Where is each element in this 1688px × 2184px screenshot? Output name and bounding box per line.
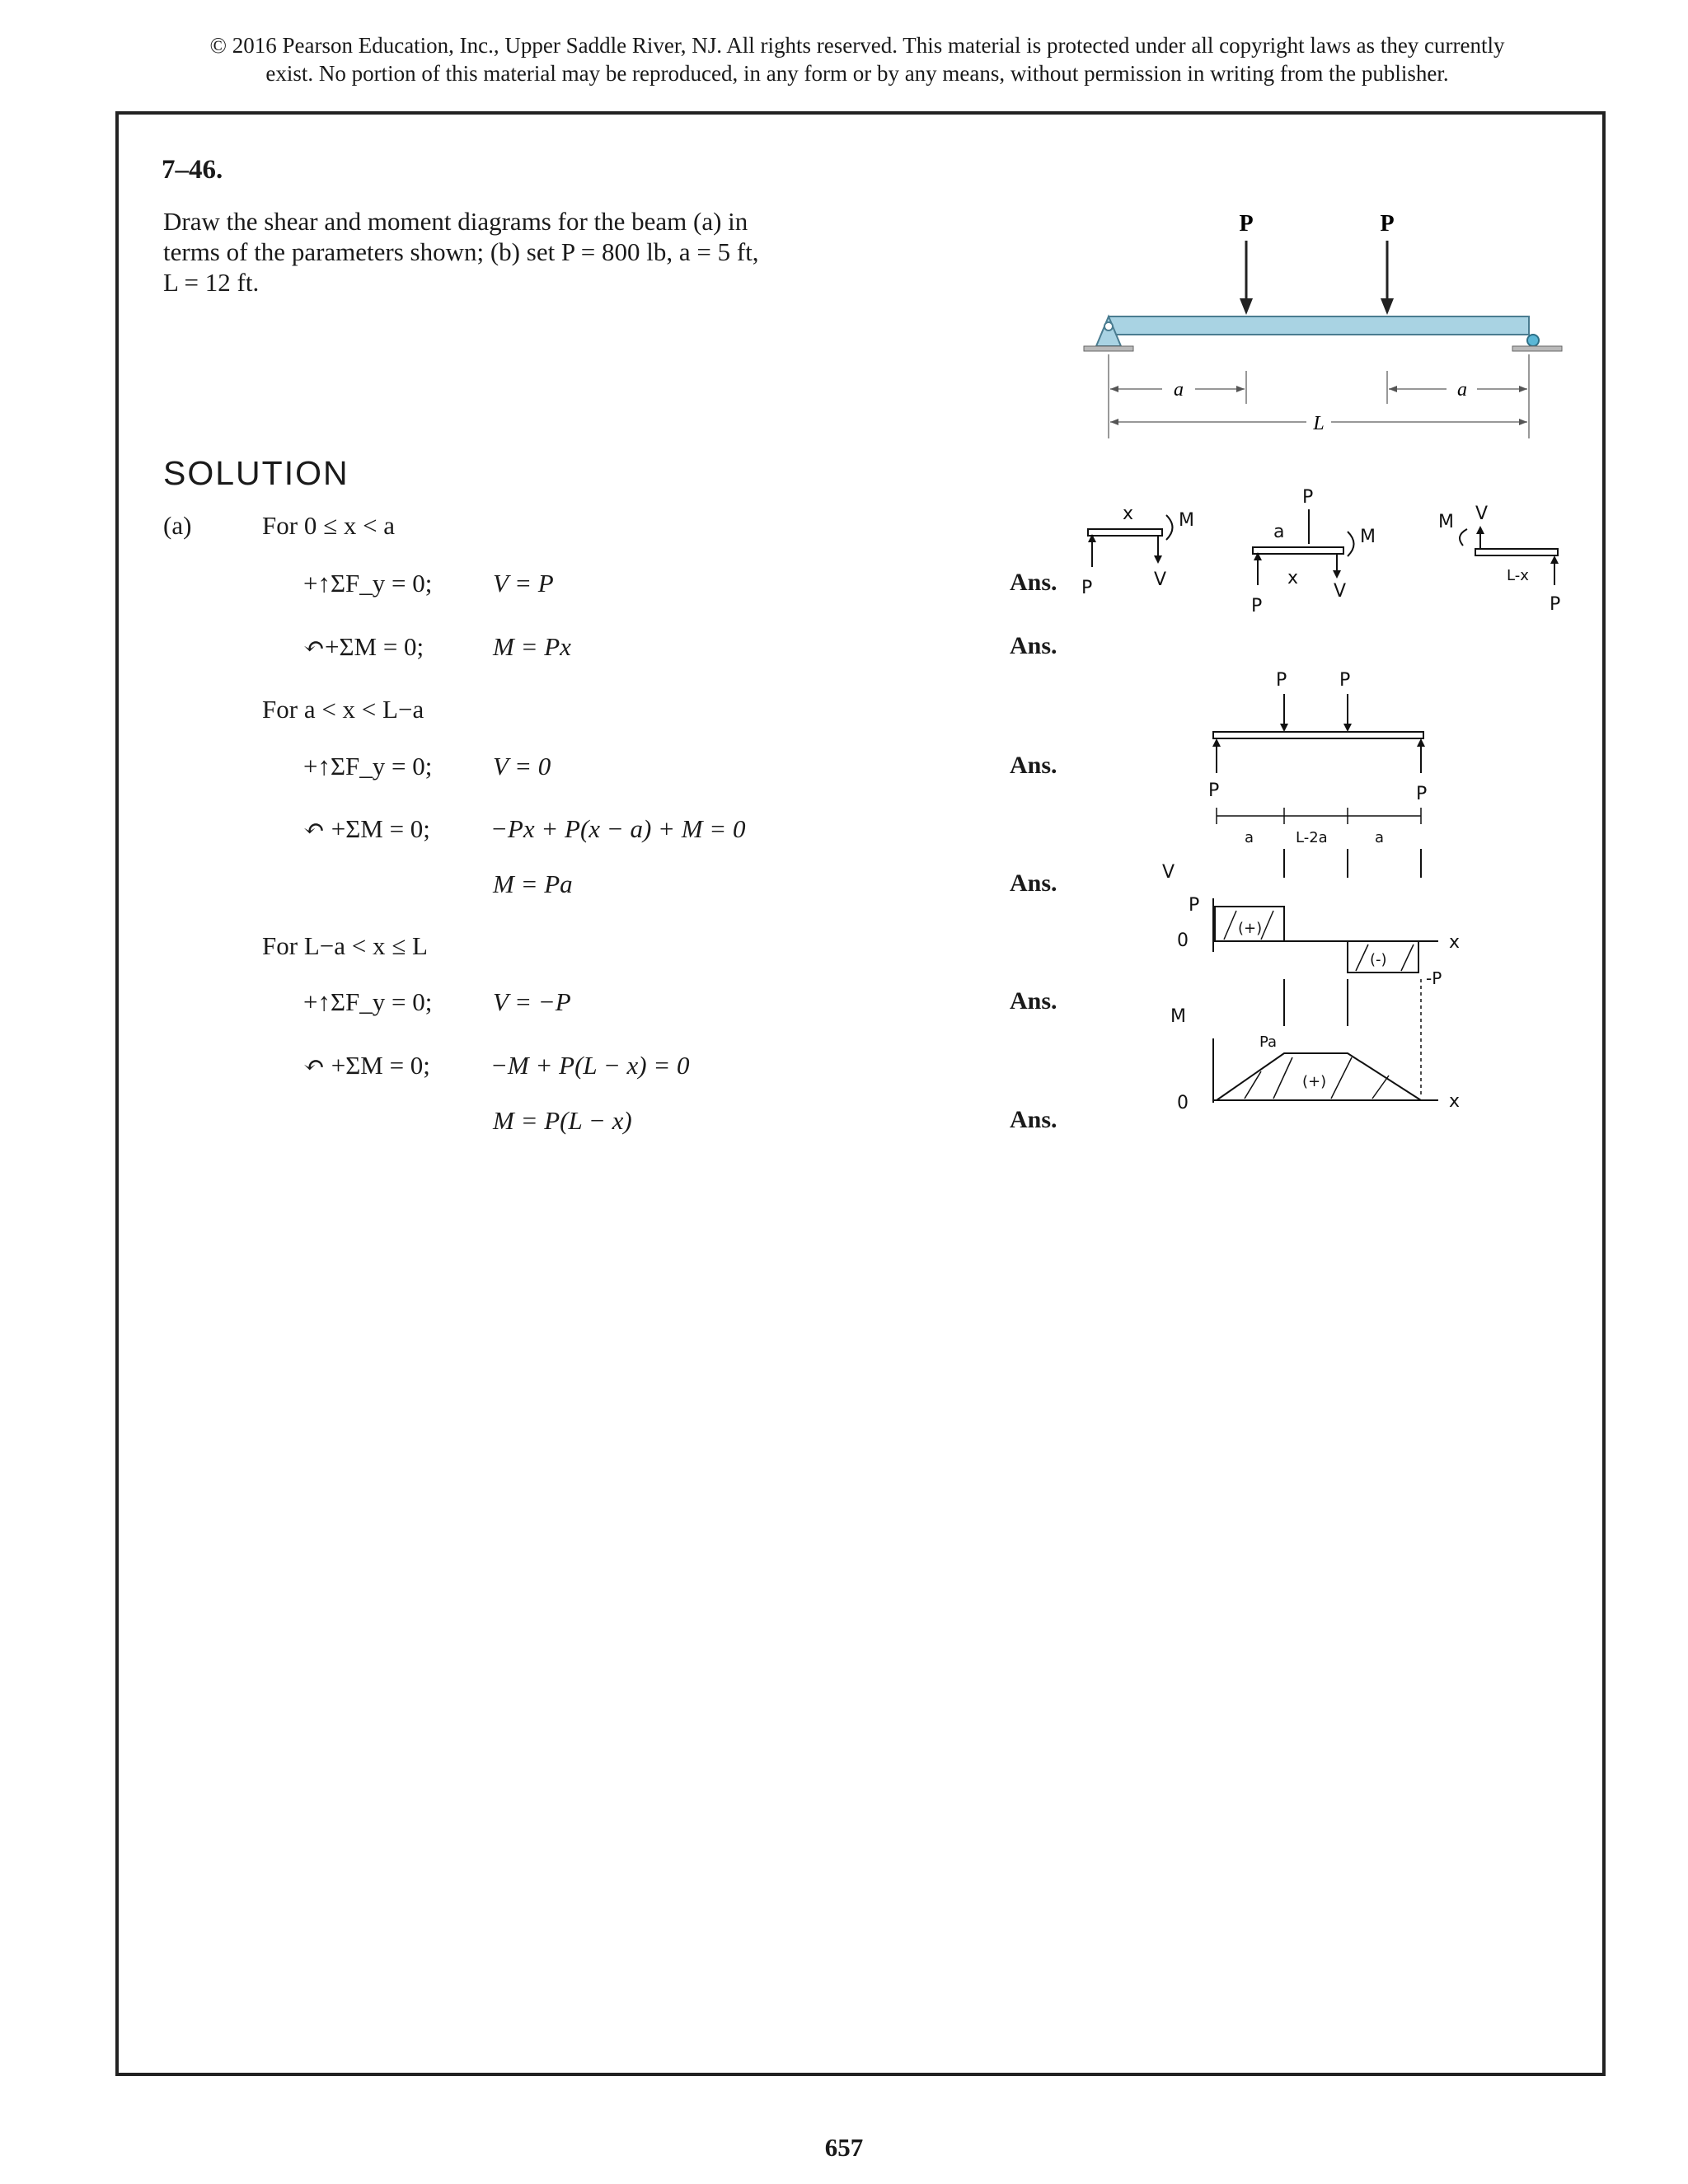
region1-eq2-left: ↶+ΣM = 0;: [303, 632, 424, 661]
fbd2-v-label: V: [1334, 581, 1347, 602]
beam-a2-label: a: [1375, 829, 1385, 846]
region3-eq1-right: V = −P: [493, 987, 571, 1016]
dim-a-right: a: [1457, 379, 1467, 401]
fbd2-p-label: P: [1251, 596, 1263, 616]
roller-base: [1512, 346, 1562, 351]
dim-a-left: a: [1174, 379, 1184, 401]
load-label-2: P: [1380, 211, 1395, 237]
load-arrowhead-1: [1240, 298, 1253, 315]
answer-label: Ans.: [1010, 632, 1057, 659]
statement-line-2: terms of the parameters shown; (b) set P = 800 lb, a = 5 ft,: [163, 237, 759, 266]
statement-line-3: L = 12 ft.: [163, 268, 260, 297]
shear-zero-label: 0: [1177, 930, 1189, 951]
copyright-notice: [115, 31, 1599, 87]
beam-figure: [1071, 206, 1582, 445]
shear-minus-label: (-): [1370, 951, 1387, 968]
moment-pa-label: Pa: [1259, 1033, 1278, 1051]
copyright-line-1: © 2016 Pearson Education, Inc., Upper Saddle River, NJ. All rights reserved. This material is protected under all copyright laws as they currently: [209, 33, 1505, 58]
fbd2-m-label: M: [1360, 527, 1376, 547]
moment-zero-label: 0: [1177, 1093, 1189, 1113]
region2-heading: For a < x < L−a: [262, 695, 424, 724]
roller-icon: [1527, 335, 1539, 346]
beam-r2-label: P: [1416, 784, 1428, 804]
region1-heading: For 0 ≤ x < a: [262, 511, 396, 540]
region3-eq2-left: ↶ +ΣM = 0;: [303, 1051, 430, 1080]
fbd3-lx-label: L-x: [1507, 567, 1529, 584]
shear-x-label: x: [1449, 932, 1461, 953]
region3-eq2-right: −M + P(L − x) = 0: [490, 1051, 690, 1080]
answer-label: Ans.: [1010, 569, 1057, 596]
region2-eq2-left: ↶ +ΣM = 0;: [303, 814, 430, 843]
problem-number: 7–46.: [162, 155, 223, 185]
fbd-right-segment: [1438, 504, 1560, 615]
answer-label: Ans.: [1010, 752, 1057, 779]
fbd-left-segment: [1081, 504, 1194, 598]
region2-eq1-left: +↑ΣF_y = 0;: [303, 752, 433, 780]
fbd3-p-label: P: [1550, 594, 1561, 615]
beam-body: [1109, 316, 1529, 335]
copyright-line-2: exist. No portion of this material may be reproduced, in any form or by any means, without permission in writing from the publisher.: [265, 61, 1449, 86]
region2-eq2-right: −Px + P(x − a) + M = 0: [490, 814, 746, 843]
shear-axis-label: V: [1162, 862, 1175, 883]
fbd2-x-label: x: [1287, 568, 1299, 588]
dim-L: L: [1313, 413, 1325, 434]
answer-label: Ans.: [1010, 1106, 1057, 1133]
shear-plus-label: (+): [1238, 920, 1263, 937]
fbd3-v-label: V: [1475, 504, 1489, 524]
region3-eq3-right: M = P(L − x): [493, 1106, 632, 1135]
fbd2-a-label: a: [1273, 522, 1285, 542]
region1-eq2-right: M = Px: [493, 632, 571, 661]
region2-eq1-right: V = 0: [493, 752, 551, 780]
shear-neg-p-label: -P: [1426, 968, 1442, 988]
shear-p-label: P: [1189, 895, 1200, 916]
solution-heading: SOLUTION: [163, 454, 349, 492]
beam-r1-label: P: [1208, 780, 1220, 801]
statement-line-1: Draw the shear and moment diagrams for the beam (a) in: [163, 207, 748, 236]
beam-mid-label: L-2a: [1296, 829, 1328, 846]
free-body-sketches: [1063, 478, 1591, 643]
fbd2-p-top-label: P: [1302, 487, 1314, 508]
beam-p1-label: P: [1276, 670, 1287, 691]
fbd1-x-label: x: [1123, 504, 1134, 524]
page-number: 657: [824, 2133, 864, 2162]
fbd1-p-label: P: [1081, 578, 1093, 598]
load-arrowhead-2: [1381, 298, 1394, 315]
region3-heading: For L−a < x ≤ L: [262, 931, 428, 960]
fbd3-m-label: M: [1438, 512, 1454, 532]
problem-statement: [163, 206, 823, 298]
moment-axis-label: M: [1170, 1006, 1186, 1027]
region1-eq1-left: +↑ΣF_y = 0;: [303, 569, 433, 598]
part-label: (a): [163, 511, 192, 540]
beam-p2-label: P: [1339, 670, 1351, 691]
shear-moment-sketch: [1154, 659, 1484, 1121]
moment-plus-label: (+): [1302, 1073, 1327, 1090]
sketch-beam: [1213, 732, 1423, 738]
region2-eq3-right: M = Pa: [493, 869, 573, 898]
pin-icon: [1104, 322, 1113, 330]
fbd1-m-label: M: [1179, 510, 1194, 531]
load-label-1: P: [1239, 211, 1254, 237]
region3-eq1-left: +↑ΣF_y = 0;: [303, 987, 433, 1016]
beam-a1-label: a: [1245, 829, 1254, 846]
moment-x-label: x: [1449, 1091, 1461, 1112]
answer-label: Ans.: [1010, 869, 1057, 897]
pin-base: [1084, 346, 1133, 351]
region1-eq1-right: V = P: [493, 569, 554, 598]
fbd1-v-label: V: [1154, 569, 1167, 590]
fbd-middle-segment: [1251, 487, 1376, 616]
answer-label: Ans.: [1010, 987, 1057, 1015]
